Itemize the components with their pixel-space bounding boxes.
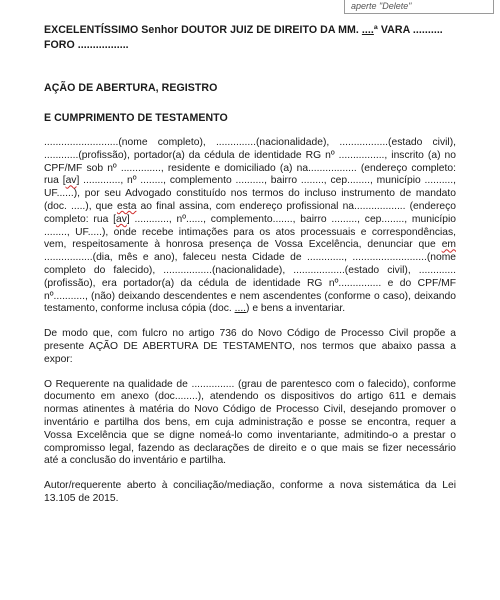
paragraph-request: O Requerente na qualidade de ............... (grau de parentesco com o falecido), conforme documento em anexo (doc........), atendendo os dispositivos do artigo 611 e demais normas atinentes à matéria do Novo Código de Processo Civil, desejando promover o inventário e partilha dos bens, em cuja administração e posse se encontra, requer a Vossa Excelência que se digne nomeá-lo como inventariante, admitindo-o a prestar o compromisso legal, fazendo as declarações de direito e o que mais se fizer necessário até a conclusão do inventário e partilha. bbox=[44, 378, 456, 467]
para1-segment: ) e bens a inventariar. bbox=[246, 303, 346, 315]
para1-segment: ..........................(nome completo), ..............(nacionalidade), .................(estado civil), ............(profissão), portador(a) da cédula de identidade RG nº ................, inscrito (a) no CPF/MF sob nº .............., residente e domiciliado (a) na................. (endereço completo: rua [ bbox=[44, 137, 456, 187]
paragraph-qualification bbox=[44, 137, 456, 316]
paragraph-legal-basis: De modo que, com fulcro no artigo 736 do Novo Código de Processo Civil propõe a presente AÇÃO DE ABERTURA DE TESTAMENTO, nos termos que abaixo passa a expor: bbox=[44, 328, 456, 365]
foro-line: FORO ................. bbox=[44, 39, 129, 51]
tooltip: aperte "Delete" bbox=[344, 0, 494, 14]
doc-number-blank: .... bbox=[234, 303, 247, 315]
spellcheck-word: em bbox=[441, 239, 456, 251]
court-address-line bbox=[44, 23, 456, 38]
spellcheck-word: av bbox=[65, 175, 77, 187]
document-page bbox=[44, 23, 456, 506]
vara-number-blank: .... bbox=[361, 24, 374, 36]
para1-segment: ] ............, nº......, complemento......., bairro ........., cep........, município ........, UF.....), onde recebe intimações para os atos processuais e correspondências, vem, respeitosamente à honrosa presença de Vossa Excelência, denunciar que bbox=[44, 213, 457, 251]
vara-text: ª VARA .......... bbox=[373, 24, 443, 36]
action-title-line-1: AÇÃO DE ABERTURA, REGISTRO bbox=[44, 82, 218, 94]
para1-segment: ao final assina, com endereço profissional na.................. (endereço completo: rua [ bbox=[44, 200, 456, 225]
spellcheck-word: esta bbox=[116, 200, 137, 212]
para1-segment: ] ............., nº ........, complemento .........., bairro ........, cep........, município .........., UF......), por seu Advogado constituído nos termos do incluso instrumento de mandato (doc. .....), que bbox=[44, 175, 456, 212]
court-address-text: EXCELENTÍSSIMO Senhor DOUTOR JUIZ DE DIREITO DA MM. bbox=[44, 24, 362, 36]
spellcheck-word: av bbox=[115, 213, 127, 225]
paragraph-mediation: Autor/requerente aberto à conciliação/mediação, conforme a nova sistemática da Lei 13.105 de 2015. bbox=[44, 480, 456, 504]
para1-segment: .................(dia, mês e ano), faleceu nesta Cidade de ............., ..........................(nome completo do falecido), .................(nacionalidade), ..................(estado civil), .............(profissão), era portador(a) da cédula de identidade RG nº............... e do CPF/MF nº..........., (não) deixando descendentes e nem ascendentes (conforme o caso), deixando testamento, conforme inclusa cópia (doc. bbox=[44, 252, 456, 315]
action-title-line-2: E CUMPRIMENTO DE TESTAMENTO bbox=[44, 112, 228, 124]
